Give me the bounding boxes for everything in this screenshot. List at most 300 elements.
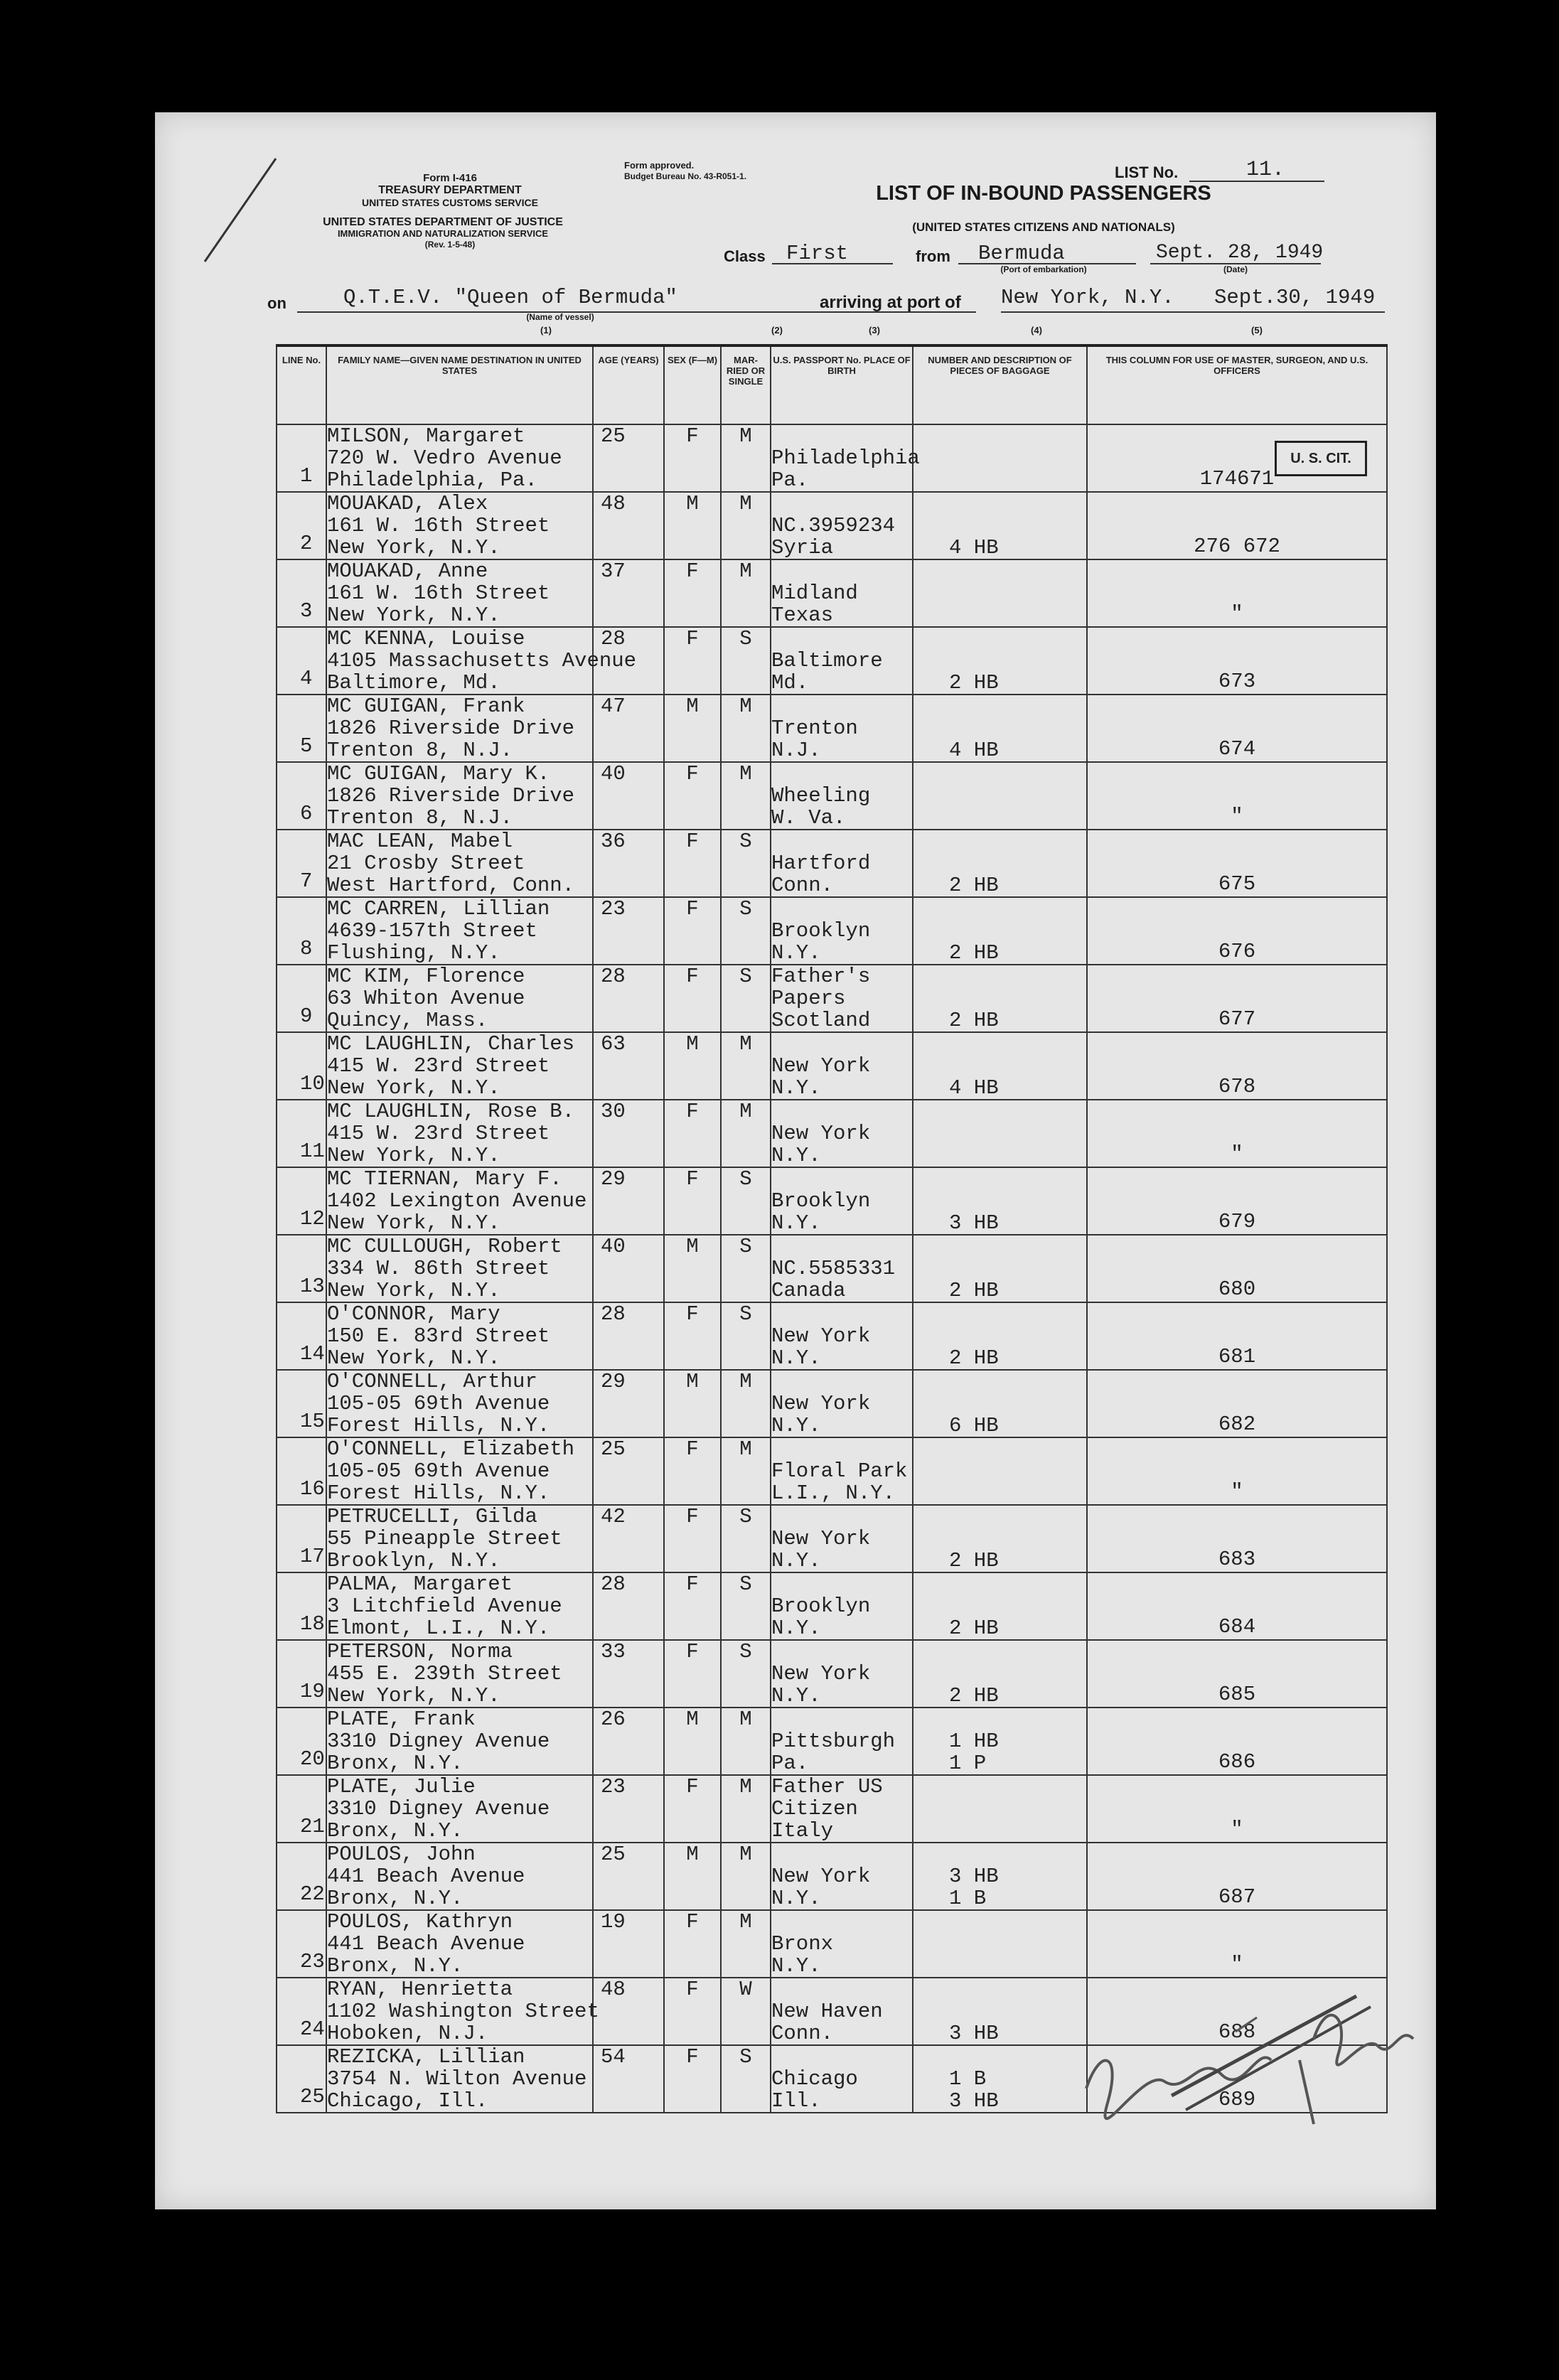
line-number-cell xyxy=(277,1505,326,1572)
name-address-line: REZICKA, Lillian xyxy=(327,2045,525,2069)
sex-cell: F xyxy=(664,897,721,965)
marital-status-cell: S xyxy=(721,1167,771,1235)
line-number: 20 xyxy=(300,1747,325,1771)
line-number-cell xyxy=(277,1370,326,1437)
name-address-line: New York, N.Y. xyxy=(327,1211,500,1235)
passport-birthplace-cell xyxy=(771,1640,913,1708)
marital-status-cell: S xyxy=(721,1505,771,1572)
name-address-line: 455 E. 239th Street xyxy=(327,1662,562,1685)
sex-cell: M xyxy=(664,1235,721,1302)
officer-number: 676 xyxy=(1218,940,1256,963)
baggage-cell xyxy=(913,1167,1087,1235)
passport-birthplace-line: Canada xyxy=(771,1279,846,1302)
table-row xyxy=(277,1708,1387,1775)
table-row xyxy=(277,762,1387,830)
name-address-line: MILSON, Margaret xyxy=(327,424,525,448)
marital-status-cell: M xyxy=(721,492,771,559)
passport-birthplace-line: N.Y. xyxy=(771,1414,821,1437)
baggage-line: 2 HB xyxy=(949,874,999,897)
name-address-line: 441 Beach Avenue xyxy=(327,1865,525,1888)
baggage-line: 1 HB xyxy=(949,1730,999,1753)
table-row xyxy=(277,627,1387,695)
age-cell: 26 xyxy=(593,1708,664,1775)
passport-birthplace-cell xyxy=(771,1775,913,1843)
officer-use-cell xyxy=(1087,1640,1387,1708)
baggage-line: 4 HB xyxy=(949,1076,999,1100)
passport-birthplace-cell xyxy=(771,1032,913,1100)
name-address-line: Flushing, N.Y. xyxy=(327,941,500,965)
column-header-sex: SEX (F—M) xyxy=(664,345,721,424)
marital-status-cell: S xyxy=(721,1572,771,1640)
table-row xyxy=(277,424,1387,492)
name-address-cell xyxy=(326,1370,593,1437)
age-cell: 29 xyxy=(593,1167,664,1235)
table-row xyxy=(277,1167,1387,1235)
sex-cell: F xyxy=(664,1775,721,1843)
name-address-cell xyxy=(326,695,593,762)
table-row xyxy=(277,559,1387,627)
passport-birthplace-line: Pa. xyxy=(771,468,809,492)
passport-birthplace-line: NC.3959234 xyxy=(771,514,896,537)
age-cell: 33 xyxy=(593,1640,664,1708)
sex-cell: F xyxy=(664,1505,721,1572)
name-address-cell xyxy=(326,1572,593,1640)
name-address-line: MC LAUGHLIN, Charles xyxy=(327,1032,575,1056)
marital-status-cell: M xyxy=(721,559,771,627)
treasury-dept: TREASURY DEPARTMENT xyxy=(378,184,522,196)
passport-birthplace-cell xyxy=(771,1708,913,1775)
line-number: 11 xyxy=(300,1140,325,1163)
baggage-line: 2 HB xyxy=(949,1279,999,1302)
class-value: First xyxy=(786,242,849,265)
passport-birthplace-cell xyxy=(771,1910,913,1978)
officer-use-cell xyxy=(1087,1775,1387,1843)
officer-use-cell xyxy=(1087,1100,1387,1167)
passport-birthplace-line: Floral Park xyxy=(771,1459,908,1483)
age-cell: 19 xyxy=(593,1910,664,1978)
baggage-line: 6 HB xyxy=(949,1414,999,1437)
passport-birthplace-line: Syria xyxy=(771,536,834,559)
name-address-line: PLATE, Julie xyxy=(327,1775,476,1799)
passport-birthplace-cell xyxy=(771,1437,913,1505)
baggage-line: 3 HB xyxy=(949,1211,999,1235)
table-row xyxy=(277,1370,1387,1437)
name-address-line: POULOS, John xyxy=(327,1843,476,1866)
line-number: 16 xyxy=(300,1477,325,1501)
line-number: 17 xyxy=(300,1545,325,1568)
line-number: 23 xyxy=(300,1950,325,1973)
table-row xyxy=(277,1505,1387,1572)
line-number-cell xyxy=(277,1167,326,1235)
marital-status-cell: M xyxy=(721,1708,771,1775)
sex-cell: F xyxy=(664,1572,721,1640)
column-header-name: FAMILY NAME—GIVEN NAME DESTINATION IN UNITED STATES xyxy=(326,345,593,424)
age-cell: 25 xyxy=(593,424,664,492)
passport-birthplace-line: N.Y. xyxy=(771,1211,821,1235)
officer-number: 675 xyxy=(1218,872,1256,896)
baggage-cell xyxy=(913,559,1087,627)
marital-status-cell: S xyxy=(721,965,771,1032)
line-number-cell xyxy=(277,1910,326,1978)
name-address-line: Forest Hills, N.Y. xyxy=(327,1481,550,1505)
column-header-baggage: NUMBER AND DESCRIPTION OF PIECES OF BAGGAGE xyxy=(913,345,1087,424)
column-number-4: (4) xyxy=(1031,325,1042,336)
sex-cell: F xyxy=(664,965,721,1032)
line-number-cell xyxy=(277,1302,326,1370)
name-address-line: 415 W. 23rd Street xyxy=(327,1122,550,1145)
age-cell: 25 xyxy=(593,1437,664,1505)
departure-date: Sept. 28, 1949 xyxy=(1156,242,1324,264)
age-cell: 54 xyxy=(593,2045,664,2113)
revision-date: (Rev. 1-5-48) xyxy=(424,240,476,250)
line-number: 24 xyxy=(300,2017,325,2041)
line-number: 13 xyxy=(300,1275,325,1298)
name-address-line: Forest Hills, N.Y. xyxy=(327,1414,550,1437)
officer-use-cell xyxy=(1087,559,1387,627)
line-number-cell xyxy=(277,1235,326,1302)
officer-use-cell xyxy=(1087,1167,1387,1235)
passenger-table xyxy=(276,344,1388,2113)
officer-number: 685 xyxy=(1218,1683,1256,1706)
age-cell: 48 xyxy=(593,492,664,559)
vessel-caption: (Name of vessel) xyxy=(526,312,594,322)
officer-number: 174671 xyxy=(1199,467,1275,491)
column-header-age: AGE (YEARS) xyxy=(593,345,664,424)
officer-use-cell xyxy=(1087,1572,1387,1640)
sex-cell: F xyxy=(664,830,721,897)
ins-service: IMMIGRATION AND NATURALIZATION SERVICE xyxy=(337,228,549,239)
age-cell: 28 xyxy=(593,965,664,1032)
passport-birthplace-cell xyxy=(771,1370,913,1437)
line-number-cell xyxy=(277,1572,326,1640)
table-row xyxy=(277,830,1387,897)
name-address-line: Elmont, L.I., N.Y. xyxy=(327,1617,550,1640)
name-address-line: 55 Pineapple Street xyxy=(327,1527,562,1550)
officer-use-cell xyxy=(1087,1032,1387,1100)
officer-number: 689 xyxy=(1218,2088,1256,2111)
officer-use-cell xyxy=(1087,1708,1387,1775)
line-number-cell xyxy=(277,762,326,830)
baggage-cell xyxy=(913,424,1087,492)
sex-cell: F xyxy=(664,559,721,627)
baggage-cell xyxy=(913,762,1087,830)
passport-birthplace-line: New York xyxy=(771,1054,871,1078)
column-number-2: (2) xyxy=(771,325,783,336)
name-address-line: 21 Crosby Street xyxy=(327,852,525,875)
marital-status-cell: M xyxy=(721,1032,771,1100)
baggage-cell xyxy=(913,1708,1087,1775)
officer-number: 687 xyxy=(1218,1885,1256,1909)
line-number-cell xyxy=(277,1708,326,1775)
embarkation-port: Bermuda xyxy=(978,242,1065,265)
table-row xyxy=(277,1100,1387,1167)
passport-birthplace-line: Father's xyxy=(771,965,871,988)
passport-birthplace-cell xyxy=(771,1505,913,1572)
baggage-line: 1 P xyxy=(949,1752,987,1775)
passport-birthplace-line: New York xyxy=(771,1527,871,1550)
baggage-cell xyxy=(913,1775,1087,1843)
name-address-line: 161 W. 16th Street xyxy=(327,581,550,605)
line-number-cell xyxy=(277,965,326,1032)
name-address-line: 105-05 69th Avenue xyxy=(327,1459,550,1483)
line-number: 12 xyxy=(300,1207,325,1231)
passport-birthplace-cell xyxy=(771,965,913,1032)
age-cell: 28 xyxy=(593,627,664,695)
officer-use-cell xyxy=(1087,627,1387,695)
name-address-line: 150 E. 83rd Street xyxy=(327,1324,550,1348)
passport-birthplace-line: Brooklyn xyxy=(771,919,871,943)
passport-birthplace-cell xyxy=(771,1167,913,1235)
passport-birthplace-line: Conn. xyxy=(771,2022,834,2045)
passport-birthplace-line: Pittsburgh xyxy=(771,1730,896,1753)
column-header-married: MAR-RIED OR SINGLE xyxy=(721,345,771,424)
name-address-line: MC LAUGHLIN, Rose B. xyxy=(327,1100,575,1123)
name-address-line: 720 W. Vedro Avenue xyxy=(327,446,562,470)
name-address-line: Bronx, N.Y. xyxy=(327,1954,464,1978)
officer-use-cell xyxy=(1087,1302,1387,1370)
baggage-cell xyxy=(913,965,1087,1032)
officer-use-cell xyxy=(1087,897,1387,965)
passport-birthplace-line: Baltimore xyxy=(771,649,883,672)
name-address-line: Baltimore, Md. xyxy=(327,671,500,695)
margin-slash xyxy=(198,155,283,269)
marital-status-cell: M xyxy=(721,695,771,762)
name-address-line: POULOS, Kathryn xyxy=(327,1910,513,1934)
passport-birthplace-line: Pa. xyxy=(771,1752,809,1775)
line-number: 10 xyxy=(300,1072,325,1095)
signature-scrawl xyxy=(1058,1868,1427,2167)
passport-birthplace-cell xyxy=(771,424,920,492)
baggage-cell xyxy=(913,897,1087,965)
table-row xyxy=(277,1775,1387,1843)
age-cell: 23 xyxy=(593,897,664,965)
line-number-cell xyxy=(277,627,326,695)
passport-birthplace-cell xyxy=(771,2045,913,2113)
marital-status-cell: S xyxy=(721,1235,771,1302)
officer-number: " xyxy=(1231,1480,1243,1503)
marital-status-cell: M xyxy=(721,1370,771,1437)
baggage-line: 1 B xyxy=(949,2067,987,2091)
name-address-line: 4105 Massachusetts Avenue xyxy=(327,649,637,672)
officer-use-cell xyxy=(1087,695,1387,762)
passport-birthplace-line: New York xyxy=(771,1662,871,1685)
passport-birthplace-cell xyxy=(771,1572,913,1640)
name-address-line: 441 Beach Avenue xyxy=(327,1932,525,1956)
passport-birthplace-cell xyxy=(771,492,913,559)
name-address-cell xyxy=(326,897,593,965)
officer-number: 684 xyxy=(1218,1615,1256,1639)
name-address-line: West Hartford, Conn. xyxy=(327,874,575,897)
baggage-cell xyxy=(913,1505,1087,1572)
arriving-label: arriving at port of xyxy=(820,293,961,312)
officer-number: 682 xyxy=(1218,1413,1256,1436)
line-number: 8 xyxy=(300,937,313,960)
passport-birthplace-line: Md. xyxy=(771,671,809,695)
passport-birthplace-cell xyxy=(771,1235,913,1302)
passport-birthplace-line: Ill. xyxy=(771,2089,821,2113)
table-row xyxy=(277,1032,1387,1100)
name-address-line: MOUAKAD, Anne xyxy=(327,559,488,583)
passport-birthplace-cell xyxy=(771,762,913,830)
passport-birthplace-line: N.Y. xyxy=(771,1346,821,1370)
marital-status-cell: M xyxy=(721,1437,771,1505)
line-number: 15 xyxy=(300,1410,325,1433)
officer-number: 686 xyxy=(1218,1750,1256,1774)
arrival-port: New York, N.Y. xyxy=(1001,286,1174,309)
name-address-line: Trenton 8, N.J. xyxy=(327,739,513,762)
officer-use-cell xyxy=(1087,1437,1387,1505)
passport-birthplace-line: New York xyxy=(771,1324,871,1348)
page-subtitle: (UNITED STATES CITIZENS AND NATIONALS) xyxy=(912,220,1175,234)
form-number: Form I-416 xyxy=(423,172,477,184)
sex-cell: F xyxy=(664,1978,721,2045)
passport-birthplace-line: NC.5585331 xyxy=(771,1257,896,1280)
name-address-cell xyxy=(326,1167,593,1235)
name-address-line: O'CONNOR, Mary xyxy=(327,1302,500,1326)
sex-cell: F xyxy=(664,1302,721,1370)
name-address-cell xyxy=(326,559,593,627)
name-address-line: New York, N.Y. xyxy=(327,1144,500,1167)
officer-use-cell xyxy=(1087,1370,1387,1437)
age-cell: 28 xyxy=(593,1572,664,1640)
name-address-line: Trenton 8, N.J. xyxy=(327,806,513,830)
age-cell: 42 xyxy=(593,1505,664,1572)
age-cell: 47 xyxy=(593,695,664,762)
passport-birthplace-cell xyxy=(771,1302,913,1370)
column-number-3: (3) xyxy=(869,325,880,336)
passport-birthplace-line: N.Y. xyxy=(771,1144,821,1167)
baggage-line: 3 HB xyxy=(949,1865,999,1888)
list-no-label: LIST No. xyxy=(1115,164,1179,181)
line-number-cell xyxy=(277,2045,326,2113)
name-address-line: 105-05 69th Avenue xyxy=(327,1392,550,1415)
from-label: from xyxy=(916,247,950,265)
marital-status-cell: S xyxy=(721,627,771,695)
name-address-line: 1826 Riverside Drive xyxy=(327,784,575,808)
sex-cell: F xyxy=(664,1100,721,1167)
baggage-line: 2 HB xyxy=(949,1684,999,1708)
name-address-cell xyxy=(326,1100,593,1167)
officer-use-cell xyxy=(1087,762,1387,830)
marital-status-cell: M xyxy=(721,1775,771,1843)
name-address-cell xyxy=(326,1505,593,1572)
name-address-line: New York, N.Y. xyxy=(327,1279,500,1302)
name-address-cell xyxy=(326,1032,593,1100)
baggage-cell xyxy=(913,695,1087,762)
sex-cell: F xyxy=(664,1640,721,1708)
baggage-cell xyxy=(913,627,1087,695)
officer-use-cell xyxy=(1087,1235,1387,1302)
passport-birthplace-line: Citizen xyxy=(771,1797,858,1821)
class-label: Class xyxy=(724,247,766,265)
passport-birthplace-line: N.Y. xyxy=(771,1617,821,1640)
list-number: 11. xyxy=(1246,158,1285,182)
name-address-cell xyxy=(326,762,593,830)
line-number: 2 xyxy=(300,532,313,555)
sex-cell: M xyxy=(664,695,721,762)
passport-birthplace-line: N.J. xyxy=(771,739,821,762)
baggage-line: 3 HB xyxy=(949,2089,999,2113)
passport-birthplace-line: New York xyxy=(771,1122,871,1145)
passport-birthplace-line: L.I., N.Y. xyxy=(771,1481,896,1505)
officer-number: " xyxy=(1231,1142,1243,1166)
name-address-line: New York, N.Y. xyxy=(327,1684,500,1708)
passport-birthplace-line: N.Y. xyxy=(771,1076,821,1100)
officer-number: 276 672 xyxy=(1194,535,1280,558)
age-cell: 28 xyxy=(593,1302,664,1370)
name-address-cell xyxy=(326,2045,593,2113)
marital-status-cell: M xyxy=(721,1910,771,1978)
officer-number: 679 xyxy=(1218,1210,1256,1233)
line-number: 18 xyxy=(300,1612,325,1636)
officer-number: 677 xyxy=(1218,1007,1256,1031)
officer-use-cell xyxy=(1087,1505,1387,1572)
passport-birthplace-line: Philadelphia xyxy=(771,446,920,470)
marital-status-cell: M xyxy=(721,762,771,830)
manifest-page xyxy=(155,112,1436,2209)
line-number-cell xyxy=(277,830,326,897)
passport-birthplace-line: Bronx xyxy=(771,1932,834,1956)
age-cell: 48 xyxy=(593,1978,664,2045)
line-number: 7 xyxy=(300,869,313,893)
table-row xyxy=(277,1437,1387,1505)
passport-birthplace-cell xyxy=(771,897,913,965)
line-number: 9 xyxy=(300,1004,313,1028)
name-address-line: 1826 Riverside Drive xyxy=(327,717,575,740)
name-address-line: Chicago, Ill. xyxy=(327,2089,488,2113)
officer-number: 678 xyxy=(1218,1075,1256,1098)
sex-cell: F xyxy=(664,424,721,492)
officer-use-cell xyxy=(1087,830,1387,897)
column-number-1: (1) xyxy=(540,325,552,336)
officer-number: " xyxy=(1231,805,1243,828)
vessel-name: Q.T.E.V. "Queen of Bermuda" xyxy=(343,286,677,309)
name-address-line: Philadelphia, Pa. xyxy=(327,468,537,492)
line-number: 21 xyxy=(300,1815,325,1838)
age-cell: 63 xyxy=(593,1032,664,1100)
name-address-cell xyxy=(326,1910,593,1978)
column-number-5: (5) xyxy=(1251,325,1263,336)
officer-number: " xyxy=(1231,1953,1243,1976)
name-address-line: O'CONNELL, Elizabeth xyxy=(327,1437,575,1461)
baggage-line: 3 HB xyxy=(949,2022,999,2045)
passport-birthplace-line: Brooklyn xyxy=(771,1189,871,1213)
passport-birthplace-line: N.Y. xyxy=(771,1887,821,1910)
baggage-cell xyxy=(913,1235,1087,1302)
baggage-cell xyxy=(913,1032,1087,1100)
passport-birthplace-cell xyxy=(771,1100,913,1167)
sex-cell: F xyxy=(664,1910,721,1978)
line-number: 6 xyxy=(300,802,313,825)
line-number: 1 xyxy=(300,464,313,488)
baggage-cell xyxy=(913,1370,1087,1437)
name-address-line: 1102 Washington Street xyxy=(327,2000,599,2023)
on-label: on xyxy=(267,294,286,312)
passport-birthplace-line: W. Va. xyxy=(771,806,846,830)
officer-number: " xyxy=(1231,602,1243,626)
marital-status-cell: S xyxy=(721,897,771,965)
name-address-line: MOUAKAD, Alex xyxy=(327,492,488,515)
name-address-line: RYAN, Henrietta xyxy=(327,1978,513,2001)
table-row xyxy=(277,695,1387,762)
baggage-cell xyxy=(913,1437,1087,1505)
age-cell: 30 xyxy=(593,1100,664,1167)
baggage-line: 1 B xyxy=(949,1887,987,1910)
name-address-line: 161 W. 16th Street xyxy=(327,514,550,537)
line-number: 14 xyxy=(300,1342,325,1366)
sex-cell: M xyxy=(664,1370,721,1437)
table-row xyxy=(277,897,1387,965)
